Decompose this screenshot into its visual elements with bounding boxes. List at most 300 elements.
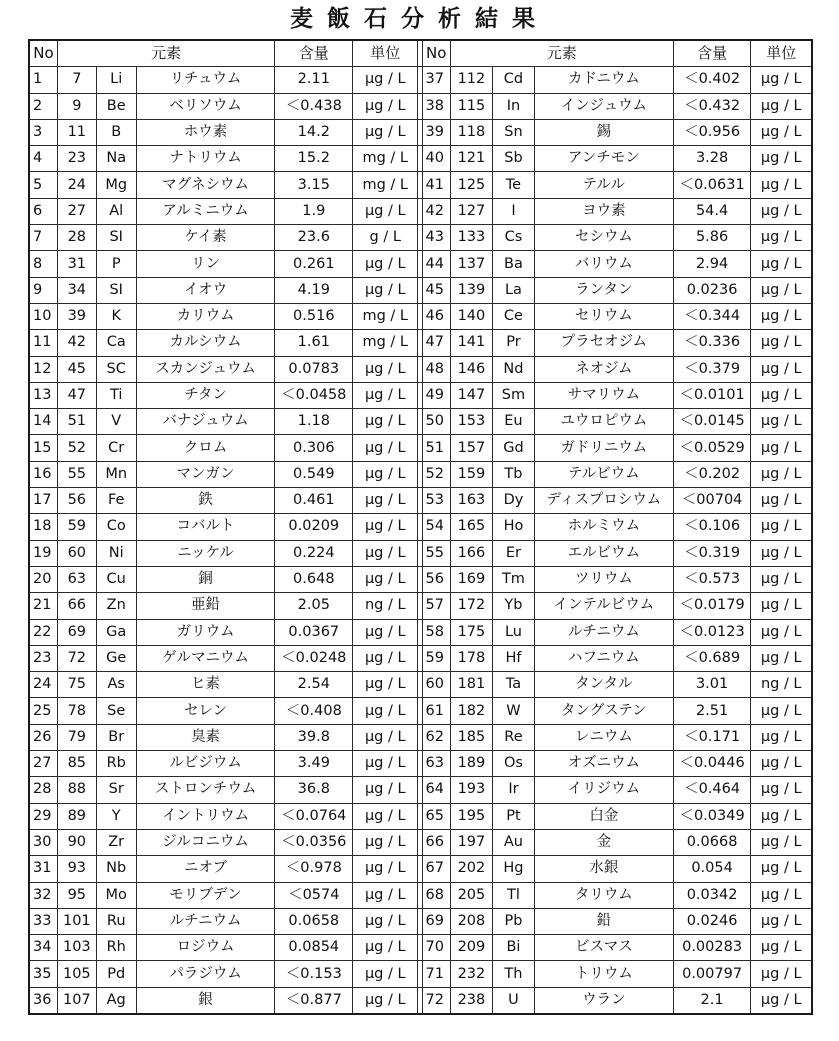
- amount-value: 0.0783: [275, 356, 353, 382]
- element-symbol: Pr: [492, 330, 534, 356]
- row-number: 16: [29, 461, 57, 487]
- table-row: [29, 987, 812, 1014]
- row-number: 22: [29, 619, 57, 645]
- mass-number: 27: [57, 198, 96, 224]
- element-name: ルチニウム: [534, 619, 673, 645]
- element-name: スカンジュウム: [136, 356, 275, 382]
- amount-value: 39.8: [275, 724, 353, 750]
- amount-value: ＜0.956: [673, 119, 751, 145]
- element-name: カドニウム: [534, 67, 673, 93]
- mass-number: 166: [450, 540, 492, 566]
- mass-number: 197: [450, 829, 492, 855]
- mass-number: 193: [450, 777, 492, 803]
- amount-value: ＜0.379: [673, 356, 751, 382]
- element-name: リン: [136, 251, 275, 277]
- table-row: [29, 435, 812, 461]
- element-symbol: Eu: [492, 409, 534, 435]
- table-row: [29, 672, 812, 698]
- element-name: ヨウ素: [534, 198, 673, 224]
- table-row: [29, 409, 812, 435]
- element-name: ルチニウム: [136, 908, 275, 934]
- amount-value: 1.18: [275, 409, 353, 435]
- table-row: [29, 67, 812, 93]
- mass-number: 107: [57, 987, 96, 1014]
- row-number: 4: [29, 146, 57, 172]
- table-row: [29, 461, 812, 487]
- row-number: 65: [422, 803, 450, 829]
- analysis-table: [28, 39, 813, 1015]
- mass-number: 139: [450, 277, 492, 303]
- unit-value: μg / L: [353, 382, 418, 408]
- mass-number: 141: [450, 330, 492, 356]
- element-symbol: Te: [492, 172, 534, 198]
- row-number: 1: [29, 67, 57, 93]
- element-symbol: Pb: [492, 908, 534, 934]
- amount-value: 14.2: [275, 119, 353, 145]
- row-number: 28: [29, 777, 57, 803]
- amount-value: ＜0.402: [673, 67, 751, 93]
- element-symbol: Yb: [492, 593, 534, 619]
- amount-value: 15.2: [275, 146, 353, 172]
- header-no: No: [29, 40, 57, 67]
- amount-value: 0.549: [275, 461, 353, 487]
- row-number: 36: [29, 987, 57, 1014]
- mass-number: 172: [450, 593, 492, 619]
- element-symbol: Cu: [96, 566, 136, 592]
- element-symbol: Mn: [96, 461, 136, 487]
- element-name: インテルビウム: [534, 593, 673, 619]
- unit-value: μg / L: [353, 698, 418, 724]
- amount-value: 0.00797: [673, 961, 751, 987]
- element-name: 銀: [136, 987, 275, 1014]
- row-number: 23: [29, 645, 57, 671]
- unit-value: μg / L: [353, 803, 418, 829]
- unit-value: μg / L: [751, 961, 812, 987]
- element-symbol: K: [96, 303, 136, 329]
- header-row: [29, 40, 812, 67]
- row-number: 7: [29, 225, 57, 251]
- element-symbol: Lu: [492, 619, 534, 645]
- amount-value: ＜0.877: [275, 987, 353, 1014]
- row-number: 67: [422, 856, 450, 882]
- row-number: 32: [29, 882, 57, 908]
- element-name: ディスプロシウム: [534, 488, 673, 514]
- amount-value: 0.461: [275, 488, 353, 514]
- amount-value: ＜0.0631: [673, 172, 751, 198]
- mass-number: 115: [450, 93, 492, 119]
- table-row: [29, 277, 812, 303]
- element-name: リチュウム: [136, 67, 275, 93]
- mass-number: 169: [450, 566, 492, 592]
- element-symbol: SI: [96, 277, 136, 303]
- row-number: 3: [29, 119, 57, 145]
- row-number: 70: [422, 935, 450, 961]
- row-number: 47: [422, 330, 450, 356]
- element-name: セシウム: [534, 225, 673, 251]
- element-symbol: Ge: [96, 645, 136, 671]
- element-symbol: Zn: [96, 593, 136, 619]
- element-symbol: Tm: [492, 566, 534, 592]
- amount-value: ＜0.0446: [673, 751, 751, 777]
- row-number: 19: [29, 540, 57, 566]
- amount-value: ＜0.106: [673, 514, 751, 540]
- mass-number: 69: [57, 619, 96, 645]
- element-symbol: Y: [96, 803, 136, 829]
- element-symbol: Pt: [492, 803, 534, 829]
- unit-value: μg / L: [751, 882, 812, 908]
- element-symbol: U: [492, 987, 534, 1014]
- unit-value: μg / L: [751, 119, 812, 145]
- element-name: イオウ: [136, 277, 275, 303]
- element-symbol: Cd: [492, 67, 534, 93]
- mass-number: 90: [57, 829, 96, 855]
- element-symbol: Ta: [492, 672, 534, 698]
- row-number: 14: [29, 409, 57, 435]
- element-symbol: SI: [96, 225, 136, 251]
- element-name: ルビジウム: [136, 751, 275, 777]
- row-number: 39: [422, 119, 450, 145]
- unit-value: μg / L: [751, 514, 812, 540]
- element-name: カリウム: [136, 303, 275, 329]
- table-row: [29, 751, 812, 777]
- unit-value: μg / L: [353, 461, 418, 487]
- row-number: 71: [422, 961, 450, 987]
- unit-value: μg / L: [353, 514, 418, 540]
- unit-value: μg / L: [353, 829, 418, 855]
- element-symbol: Tl: [492, 882, 534, 908]
- row-number: 68: [422, 882, 450, 908]
- element-name: ランタン: [534, 277, 673, 303]
- element-symbol: Mo: [96, 882, 136, 908]
- amount-value: 0.0658: [275, 908, 353, 934]
- row-number: 9: [29, 277, 57, 303]
- row-number: 5: [29, 172, 57, 198]
- amount-value: 3.01: [673, 672, 751, 698]
- mass-number: 127: [450, 198, 492, 224]
- row-number: 31: [29, 856, 57, 882]
- header-element: 元素: [450, 40, 673, 67]
- unit-value: mg / L: [353, 303, 418, 329]
- amount-value: ＜0.336: [673, 330, 751, 356]
- amount-value: 0.0367: [275, 619, 353, 645]
- unit-value: μg / L: [751, 751, 812, 777]
- element-name: セレン: [136, 698, 275, 724]
- amount-value: ＜0.408: [275, 698, 353, 724]
- row-number: 26: [29, 724, 57, 750]
- table-row: [29, 856, 812, 882]
- unit-value: μg / L: [751, 435, 812, 461]
- mass-number: 42: [57, 330, 96, 356]
- element-name: アルミニウム: [136, 198, 275, 224]
- unit-value: μg / L: [751, 593, 812, 619]
- amount-value: ＜0.202: [673, 461, 751, 487]
- mass-number: 163: [450, 488, 492, 514]
- element-symbol: Re: [492, 724, 534, 750]
- amount-value: 1.9: [275, 198, 353, 224]
- unit-value: μg / L: [751, 566, 812, 592]
- row-number: 56: [422, 566, 450, 592]
- element-symbol: Be: [96, 93, 136, 119]
- unit-value: μg / L: [751, 225, 812, 251]
- amount-value: 3.15: [275, 172, 353, 198]
- table-row: [29, 724, 812, 750]
- element-name: ツリウム: [534, 566, 673, 592]
- row-number: 44: [422, 251, 450, 277]
- row-number: 6: [29, 198, 57, 224]
- unit-value: ng / L: [751, 672, 812, 698]
- mass-number: 189: [450, 751, 492, 777]
- amount-value: 23.6: [275, 225, 353, 251]
- unit-value: ng / L: [353, 593, 418, 619]
- unit-value: μg / L: [353, 356, 418, 382]
- element-symbol: Tb: [492, 461, 534, 487]
- row-number: 54: [422, 514, 450, 540]
- amount-value: 2.11: [275, 67, 353, 93]
- row-number: 72: [422, 987, 450, 1014]
- table-row: [29, 356, 812, 382]
- amount-value: ＜0.0356: [275, 829, 353, 855]
- element-name: チタン: [136, 382, 275, 408]
- element-name: マグネシウム: [136, 172, 275, 198]
- element-symbol: Pd: [96, 961, 136, 987]
- element-symbol: Ga: [96, 619, 136, 645]
- page-title: 麦飯石分析結果: [290, 6, 549, 32]
- mass-number: 202: [450, 856, 492, 882]
- amount-value: ＜0.0145: [673, 409, 751, 435]
- row-number: 25: [29, 698, 57, 724]
- amount-value: 0.306: [275, 435, 353, 461]
- row-number: 41: [422, 172, 450, 198]
- row-number: 69: [422, 908, 450, 934]
- mass-number: 209: [450, 935, 492, 961]
- element-symbol: Ca: [96, 330, 136, 356]
- element-symbol: Na: [96, 146, 136, 172]
- row-number: 27: [29, 751, 57, 777]
- mass-number: 89: [57, 803, 96, 829]
- element-name: ネオジム: [534, 356, 673, 382]
- amount-value: ＜0.0179: [673, 593, 751, 619]
- mass-number: 133: [450, 225, 492, 251]
- amount-value: 54.4: [673, 198, 751, 224]
- table-row: [29, 645, 812, 671]
- mass-number: 56: [57, 488, 96, 514]
- element-name: イリジウム: [534, 777, 673, 803]
- element-symbol: Th: [492, 961, 534, 987]
- unit-value: μg / L: [353, 409, 418, 435]
- mass-number: 140: [450, 303, 492, 329]
- element-name: イントリウム: [136, 803, 275, 829]
- table-row: [29, 382, 812, 408]
- table-row: [29, 593, 812, 619]
- unit-value: g / L: [353, 225, 418, 251]
- table-row: [29, 198, 812, 224]
- mass-number: 79: [57, 724, 96, 750]
- amount-value: 0.0246: [673, 908, 751, 934]
- element-name: インジュウム: [534, 93, 673, 119]
- mass-number: 66: [57, 593, 96, 619]
- mass-number: 146: [450, 356, 492, 382]
- element-name: タリウム: [534, 882, 673, 908]
- table-row: [29, 146, 812, 172]
- unit-value: μg / L: [751, 251, 812, 277]
- amount-value: ＜0.573: [673, 566, 751, 592]
- element-symbol: SC: [96, 356, 136, 382]
- unit-value: μg / L: [751, 698, 812, 724]
- unit-value: μg / L: [751, 146, 812, 172]
- table-row: [29, 566, 812, 592]
- element-symbol: Cr: [96, 435, 136, 461]
- table-row: [29, 908, 812, 934]
- element-symbol: Rb: [96, 751, 136, 777]
- unit-value: μg / L: [751, 303, 812, 329]
- row-number: 61: [422, 698, 450, 724]
- row-number: 20: [29, 566, 57, 592]
- unit-value: μg / L: [353, 908, 418, 934]
- unit-value: μg / L: [353, 435, 418, 461]
- element-name: バリウム: [534, 251, 673, 277]
- amount-value: 5.86: [673, 225, 751, 251]
- table-row: [29, 225, 812, 251]
- element-symbol: B: [96, 119, 136, 145]
- element-name: タンタル: [534, 672, 673, 698]
- element-name: ストロンチウム: [136, 777, 275, 803]
- row-number: 52: [422, 461, 450, 487]
- header-unit: 単位: [353, 40, 418, 67]
- mass-number: 185: [450, 724, 492, 750]
- amount-value: 1.61: [275, 330, 353, 356]
- mass-number: 75: [57, 672, 96, 698]
- unit-value: mg / L: [353, 146, 418, 172]
- element-symbol: Ag: [96, 987, 136, 1014]
- unit-value: μg / L: [751, 488, 812, 514]
- mass-number: 232: [450, 961, 492, 987]
- element-name: ウラン: [534, 987, 673, 1014]
- row-number: 58: [422, 619, 450, 645]
- unit-value: μg / L: [353, 198, 418, 224]
- element-symbol: Nb: [96, 856, 136, 882]
- mass-number: 121: [450, 146, 492, 172]
- amount-value: 2.94: [673, 251, 751, 277]
- row-number: 30: [29, 829, 57, 855]
- unit-value: μg / L: [751, 172, 812, 198]
- amount-value: ＜0.0101: [673, 382, 751, 408]
- element-symbol: Au: [492, 829, 534, 855]
- amount-value: ＜0.171: [673, 724, 751, 750]
- unit-value: μg / L: [353, 751, 418, 777]
- table-row: [29, 540, 812, 566]
- element-symbol: Hf: [492, 645, 534, 671]
- amount-value: ＜0.0248: [275, 645, 353, 671]
- unit-value: μg / L: [751, 856, 812, 882]
- element-name: ハフニウム: [534, 645, 673, 671]
- element-symbol: Ni: [96, 540, 136, 566]
- element-symbol: Co: [96, 514, 136, 540]
- header-unit: 単位: [751, 40, 812, 67]
- element-name: 白金: [534, 803, 673, 829]
- mass-number: 28: [57, 225, 96, 251]
- element-name: テルル: [534, 172, 673, 198]
- table-row: [29, 882, 812, 908]
- mass-number: 34: [57, 277, 96, 303]
- mass-number: 23: [57, 146, 96, 172]
- unit-value: μg / L: [353, 645, 418, 671]
- header-amount: 含量: [673, 40, 751, 67]
- amount-value: 36.8: [275, 777, 353, 803]
- row-number: 43: [422, 225, 450, 251]
- element-symbol: Os: [492, 751, 534, 777]
- mass-number: 105: [57, 961, 96, 987]
- element-symbol: Ti: [96, 382, 136, 408]
- element-name: 亜鉛: [136, 593, 275, 619]
- mass-number: 195: [450, 803, 492, 829]
- amount-value: 0.054: [673, 856, 751, 882]
- row-number: 10: [29, 303, 57, 329]
- element-symbol: Er: [492, 540, 534, 566]
- amount-value: 0.0209: [275, 514, 353, 540]
- element-name: エルビウム: [534, 540, 673, 566]
- element-symbol: In: [492, 93, 534, 119]
- amount-value: 0.261: [275, 251, 353, 277]
- mass-number: 165: [450, 514, 492, 540]
- amount-value: 0.0668: [673, 829, 751, 855]
- element-name: タングステン: [534, 698, 673, 724]
- amount-value: 0.648: [275, 566, 353, 592]
- mass-number: 59: [57, 514, 96, 540]
- mass-number: 31: [57, 251, 96, 277]
- row-number: 24: [29, 672, 57, 698]
- mass-number: 118: [450, 119, 492, 145]
- amount-value: 0.0342: [673, 882, 751, 908]
- amount-value: ＜0.438: [275, 93, 353, 119]
- row-number: 2: [29, 93, 57, 119]
- element-symbol: Fe: [96, 488, 136, 514]
- element-name: ベリソウム: [136, 93, 275, 119]
- mass-number: 112: [450, 67, 492, 93]
- unit-value: μg / L: [353, 935, 418, 961]
- element-symbol: Ru: [96, 908, 136, 934]
- table-row: [29, 777, 812, 803]
- table-row: [29, 93, 812, 119]
- table-row: [29, 488, 812, 514]
- row-number: 12: [29, 356, 57, 382]
- element-symbol: Rh: [96, 935, 136, 961]
- amount-value: ＜0.0764: [275, 803, 353, 829]
- element-name: 水銀: [534, 856, 673, 882]
- element-symbol: Sm: [492, 382, 534, 408]
- mass-number: 159: [450, 461, 492, 487]
- mass-number: 85: [57, 751, 96, 777]
- unit-value: μg / L: [353, 119, 418, 145]
- unit-value: μg / L: [353, 93, 418, 119]
- amount-value: 2.51: [673, 698, 751, 724]
- table-row: [29, 251, 812, 277]
- row-number: 64: [422, 777, 450, 803]
- table-row: [29, 172, 812, 198]
- element-name: テルビウム: [534, 461, 673, 487]
- mass-number: 88: [57, 777, 96, 803]
- mass-number: 205: [450, 882, 492, 908]
- unit-value: μg / L: [751, 777, 812, 803]
- element-name: 臭素: [136, 724, 275, 750]
- mass-number: 182: [450, 698, 492, 724]
- unit-value: μg / L: [751, 803, 812, 829]
- mass-number: 72: [57, 645, 96, 671]
- unit-value: μg / L: [353, 566, 418, 592]
- unit-value: μg / L: [353, 672, 418, 698]
- element-name: ナトリウム: [136, 146, 275, 172]
- unit-value: μg / L: [751, 93, 812, 119]
- row-number: 29: [29, 803, 57, 829]
